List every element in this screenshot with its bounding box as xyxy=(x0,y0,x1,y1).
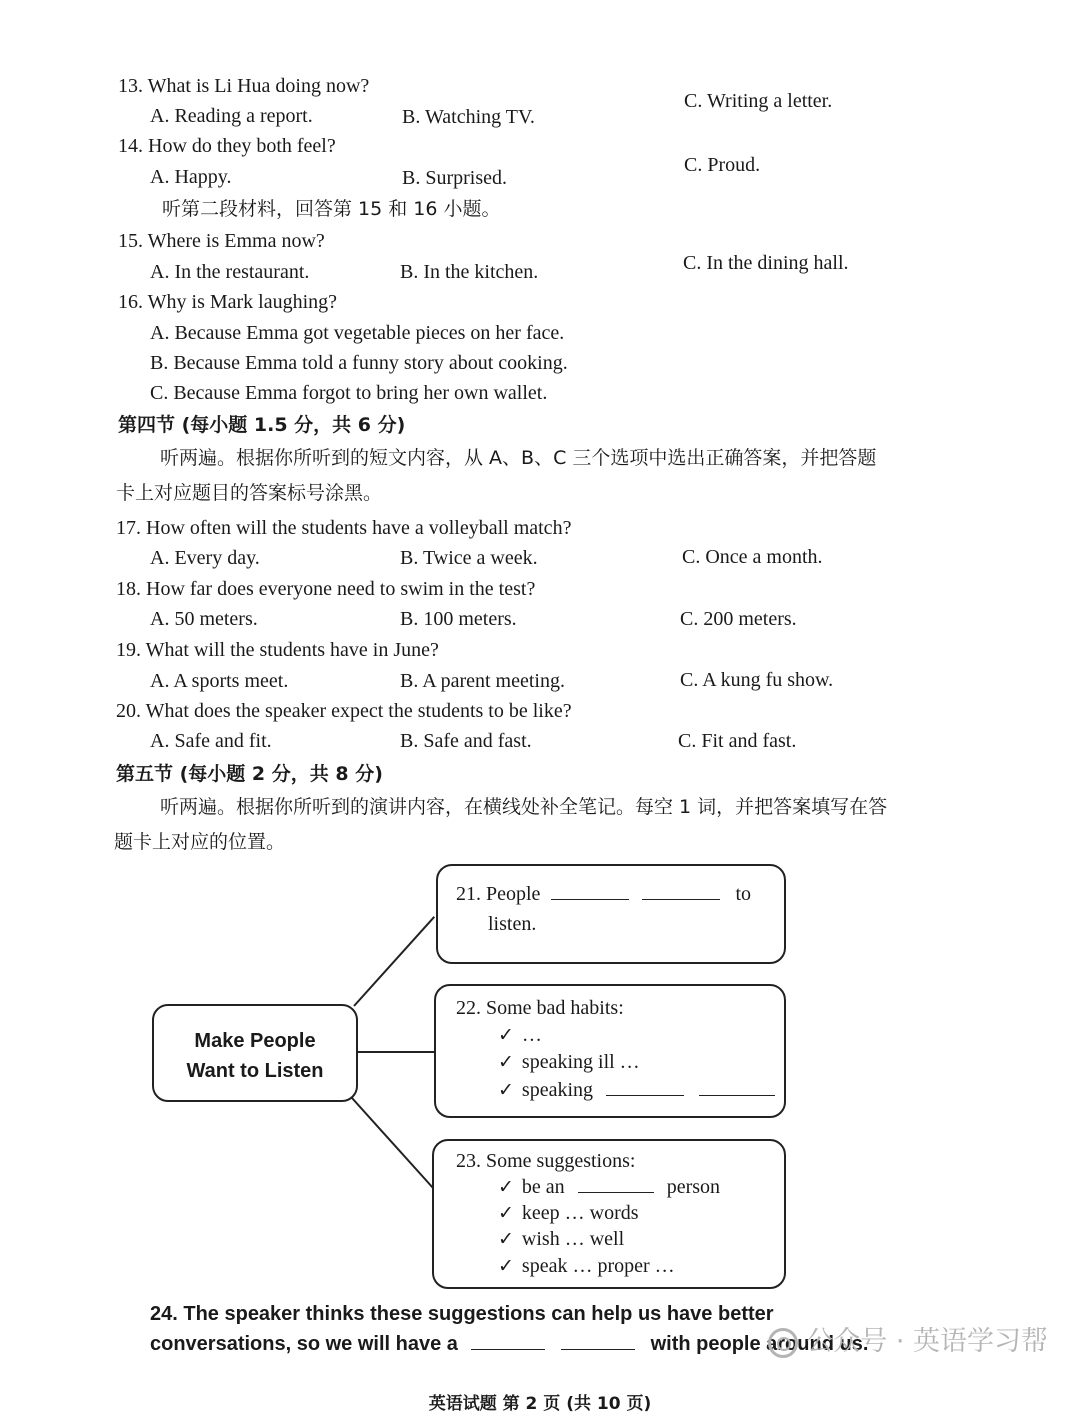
blank-21a[interactable] xyxy=(551,883,629,900)
q13-option-b: B. Watching TV. xyxy=(402,106,535,128)
note-box-21 xyxy=(436,864,786,964)
check-icon: ✓ xyxy=(498,1255,514,1277)
section5-instruction-line1: 听两遍。根据你所听到的演讲内容，在横线处补全笔记。每空 1 词，并把答案填写在答 xyxy=(160,796,888,818)
q18-option-c: C. 200 meters. xyxy=(680,608,797,630)
box22-item3-text: speaking xyxy=(521,1079,594,1101)
q14-option-a: A. Happy. xyxy=(150,166,232,188)
q13-option-a: A. Reading a report. xyxy=(150,105,313,127)
q24-line2 xyxy=(150,1332,868,1356)
check-icon: ✓ xyxy=(498,1176,514,1198)
q19-option-a: A. A sports meet. xyxy=(150,670,289,692)
q14-stem: 14. How do they both feel? xyxy=(118,135,336,157)
q16-option-a: A. Because Emma got vegetable pieces on her face. xyxy=(150,322,565,344)
q19-option-c: C. A kung fu show. xyxy=(680,669,834,691)
check-icon: ✓ xyxy=(498,1051,514,1073)
watermark xyxy=(768,1324,1048,1360)
q17-stem: 17. How often will the students have a volleyball match? xyxy=(116,517,572,539)
q17-option-c: C. Once a month. xyxy=(682,546,823,568)
box22-title: 22. Some bad habits: xyxy=(456,997,624,1019)
box23-item3-text: wish … well xyxy=(521,1228,625,1250)
box23-item2-text: keep … words xyxy=(521,1202,639,1224)
center-title-line1: Make People xyxy=(194,1030,316,1052)
connector-bottom xyxy=(351,1097,437,1193)
q19-option-b: B. A parent meeting. xyxy=(400,670,565,692)
box21-suffix: to xyxy=(735,883,751,905)
box23-item1 xyxy=(498,1175,720,1199)
blank-22a[interactable] xyxy=(606,1079,684,1096)
q17-option-b: B. Twice a week. xyxy=(400,547,538,569)
q13-stem: 13. What is Li Hua doing now? xyxy=(118,75,370,97)
box23-item4 xyxy=(498,1254,675,1278)
center-title-line2: Want to Listen xyxy=(186,1060,324,1082)
q13-option-c: C. Writing a letter. xyxy=(684,90,833,112)
q24-line2-pre: conversations, so we will have a xyxy=(150,1333,458,1355)
wechat-logo-icon xyxy=(768,1328,798,1358)
connector-top xyxy=(353,916,435,1007)
box23-item1-post: person xyxy=(666,1176,721,1198)
q24-line2-post: with people around us. xyxy=(650,1333,869,1355)
q16-stem: 16. Why is Mark laughing? xyxy=(118,291,338,313)
box23-item2 xyxy=(498,1201,639,1225)
q24-line1: 24. The speaker thinks these suggestions can help us have better xyxy=(150,1303,774,1325)
q18-option-a: A. 50 meters. xyxy=(150,608,258,630)
box23-item1-pre: be an xyxy=(521,1176,565,1198)
connector-middle xyxy=(358,1051,434,1053)
q15-option-b: B. In the kitchen. xyxy=(400,261,539,283)
q20-option-b: B. Safe and fast. xyxy=(400,730,532,752)
blank-21b[interactable] xyxy=(642,883,720,900)
box22-item1-text: … xyxy=(521,1024,542,1046)
q16-option-c: C. Because Emma forgot to bring her own wallet. xyxy=(150,382,548,404)
box21-line1 xyxy=(456,882,751,906)
page-footer: 英语试题 第 2 页 (共 10 页) xyxy=(428,1394,652,1414)
box22-item2 xyxy=(498,1050,640,1074)
check-icon: ✓ xyxy=(498,1079,514,1101)
diagram-center-box xyxy=(152,1004,358,1102)
box22-item1 xyxy=(498,1023,542,1047)
note-box-23 xyxy=(432,1139,786,1289)
q18-option-b: B. 100 meters. xyxy=(400,608,517,630)
q19-stem: 19. What will the students have in June? xyxy=(116,639,439,661)
blank-23[interactable] xyxy=(578,1176,654,1193)
q18-stem: 18. How far does everyone need to swim in the test? xyxy=(116,578,536,600)
q16-option-b: B. Because Emma told a funny story about cooking. xyxy=(150,352,568,374)
watermark-text: 公众号 · 英语学习帮 xyxy=(806,1326,1048,1357)
blank-24a[interactable] xyxy=(471,1333,545,1350)
q15-option-a: A. In the restaurant. xyxy=(150,261,310,283)
box21-prefix: 21. People xyxy=(456,883,541,905)
blank-22b[interactable] xyxy=(699,1079,775,1096)
q20-stem: 20. What does the speaker expect the students to be like? xyxy=(116,700,572,722)
section4-title: 第四节 (每小题 1.5 分，共 6 分) xyxy=(118,414,406,436)
check-icon: ✓ xyxy=(498,1202,514,1224)
q14-option-c: C. Proud. xyxy=(684,154,761,176)
blank-24b[interactable] xyxy=(561,1333,635,1350)
note-box-22 xyxy=(434,984,786,1118)
box22-item3 xyxy=(498,1078,775,1102)
instruction-part2: 听第二段材料，回答第 15 和 16 小题。 xyxy=(162,198,501,220)
q17-option-a: A. Every day. xyxy=(150,547,260,569)
q14-option-b: B. Surprised. xyxy=(402,167,507,189)
box21-line2: listen. xyxy=(488,913,537,935)
check-icon: ✓ xyxy=(498,1024,514,1046)
q20-option-a: A. Safe and fit. xyxy=(150,730,272,752)
check-icon: ✓ xyxy=(498,1228,514,1250)
q15-stem: 15. Where is Emma now? xyxy=(118,230,325,252)
section4-instruction-line2: 卡上对应题目的答案标号涂黑。 xyxy=(116,482,383,504)
box22-item2-text: speaking ill … xyxy=(521,1051,640,1073)
q20-option-c: C. Fit and fast. xyxy=(678,730,797,752)
box23-item4-text: speak … proper … xyxy=(521,1255,675,1277)
box23-item3 xyxy=(498,1227,624,1251)
section5-instruction-line2: 题卡上对应的位置。 xyxy=(114,831,286,853)
q15-option-c: C. In the dining hall. xyxy=(683,252,849,274)
section4-instruction-line1: 听两遍。根据你所听到的短文内容，从 A、B、C 三个选项中选出正确答案，并把答题 xyxy=(160,447,877,469)
section5-title: 第五节 (每小题 2 分，共 8 分) xyxy=(116,763,383,785)
box23-title: 23. Some suggestions: xyxy=(456,1150,636,1172)
